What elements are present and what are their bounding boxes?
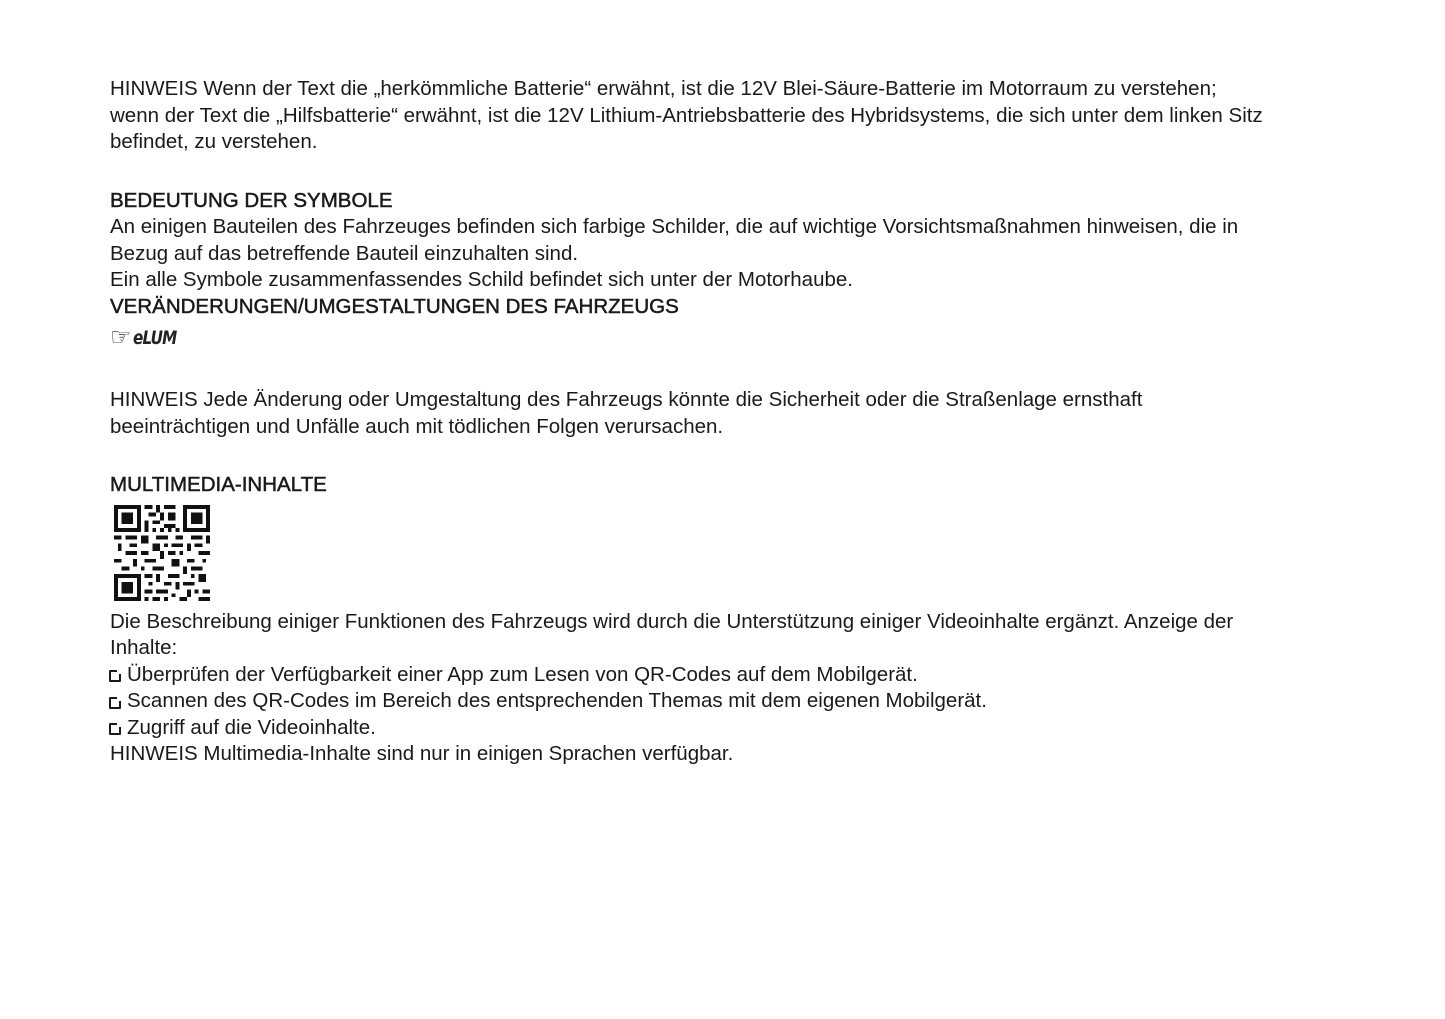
symbols-heading: BEDEUTUNG DER SYMBOLE <box>110 188 393 212</box>
note-modifications-line-1: HINWEIS Jede Änderung oder Umgestaltung des Fahrzeugs könnte die Sicherheit oder die Straßenlage ernsthaft <box>110 388 1143 411</box>
modifications-heading: VERÄNDERUNGEN/UMGESTALTUNGEN DES FAHRZEUGS <box>110 294 679 318</box>
symbols-text-line-1: An einigen Bauteilen des Fahrzeuges befinden sich farbige Schilder, die auf wichtige Vorsichtsmaßnahmen hinweisen, die in <box>110 215 1239 238</box>
pointing-hand-icon: ☞ <box>110 324 132 351</box>
note-multimedia: HINWEIS Multimedia-Inhalte sind nur in einigen Sprachen verfügbar. <box>110 742 734 765</box>
document-page <box>110 76 1330 768</box>
note-battery-line-1: HINWEIS Wenn der Text die „herkömmliche Batterie“ erwähnt, ist die 12V Blei-Säure-Batterie im Motorraum zu verstehen; <box>110 77 1217 100</box>
list-item <box>109 662 1330 689</box>
square-bullet-icon <box>109 670 121 682</box>
bullet-text: Überprüfen der Verfügbarkeit einer App zum Lesen von QR-Codes auf dem Mobilgerät. <box>127 662 918 686</box>
elum-logo: eLUM <box>132 326 176 349</box>
list-item <box>109 715 1330 742</box>
square-bullet-icon <box>109 697 121 709</box>
symbols-text-line-3: Ein alle Symbole zusammenfassendes Schild befindet sich unter der Motorhaube. <box>110 268 853 291</box>
multimedia-desc-line-1: Die Beschreibung einiger Funktionen des Fahrzeugs wird durch die Unterstützung einiger Videoinhalte ergänzt. Anzeige der <box>110 609 1234 633</box>
note-battery-line-2: wenn der Text die „Hilfsbatterie“ erwähnt, ist die 12V Lithium-Antriebsbatterie des Hybridsystems, die sich unter dem linken Sitz <box>110 103 1263 127</box>
square-bullet-icon <box>109 723 121 735</box>
note-modifications-line-2: beeinträchtigen und Unfälle auch mit tödlichen Folgen verursachen. <box>110 414 724 438</box>
symbols-text-line-2: Bezug auf das betreffende Bauteil einzuhalten sind. <box>110 241 579 265</box>
multimedia-desc-line-2: Inhalte: <box>110 636 178 659</box>
multimedia-heading: MULTIMEDIA-INHALTE <box>110 473 327 496</box>
list-item <box>109 688 1330 715</box>
qr-code-icon <box>114 505 210 601</box>
bullet-text: Zugriff auf die Videoinhalte. <box>127 715 376 739</box>
elum-symbol <box>110 322 1330 354</box>
note-battery-line-3: befindet, zu verstehen. <box>110 130 318 153</box>
bullet-text: Scannen des QR-Codes im Bereich des entsprechenden Themas mit dem eigenen Mobilgerät. <box>127 689 987 712</box>
